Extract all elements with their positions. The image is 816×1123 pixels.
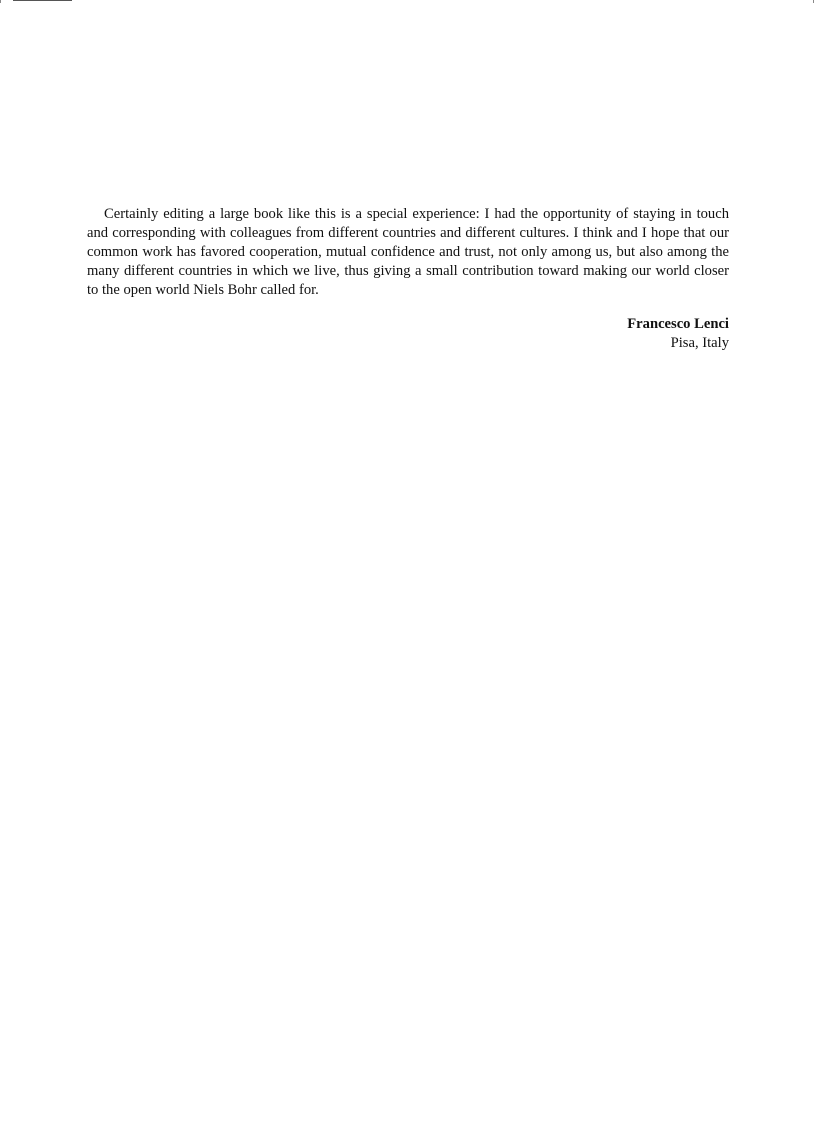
crop-mark-right — [813, 0, 814, 3]
preface-paragraph: Certainly editing a large book like this is a special experience: I had the opportunity of staying in touch and corresponding with colleagues from different countries and different cultures. I think and I hope that our common work has favored cooperation, mutual confidence and trust, not only among us, but also among the many different countries in which we live, thus giving a small contribution toward making our world closer to the open world Niels Bohr called for. — [87, 206, 729, 298]
page-corner-rule — [13, 0, 72, 1]
signature-block — [87, 315, 729, 353]
crop-mark-left — [0, 0, 1, 3]
preface-text-block — [87, 205, 729, 353]
author-location: Pisa, Italy — [670, 335, 729, 351]
author-name: Francesco Lenci — [627, 316, 729, 332]
